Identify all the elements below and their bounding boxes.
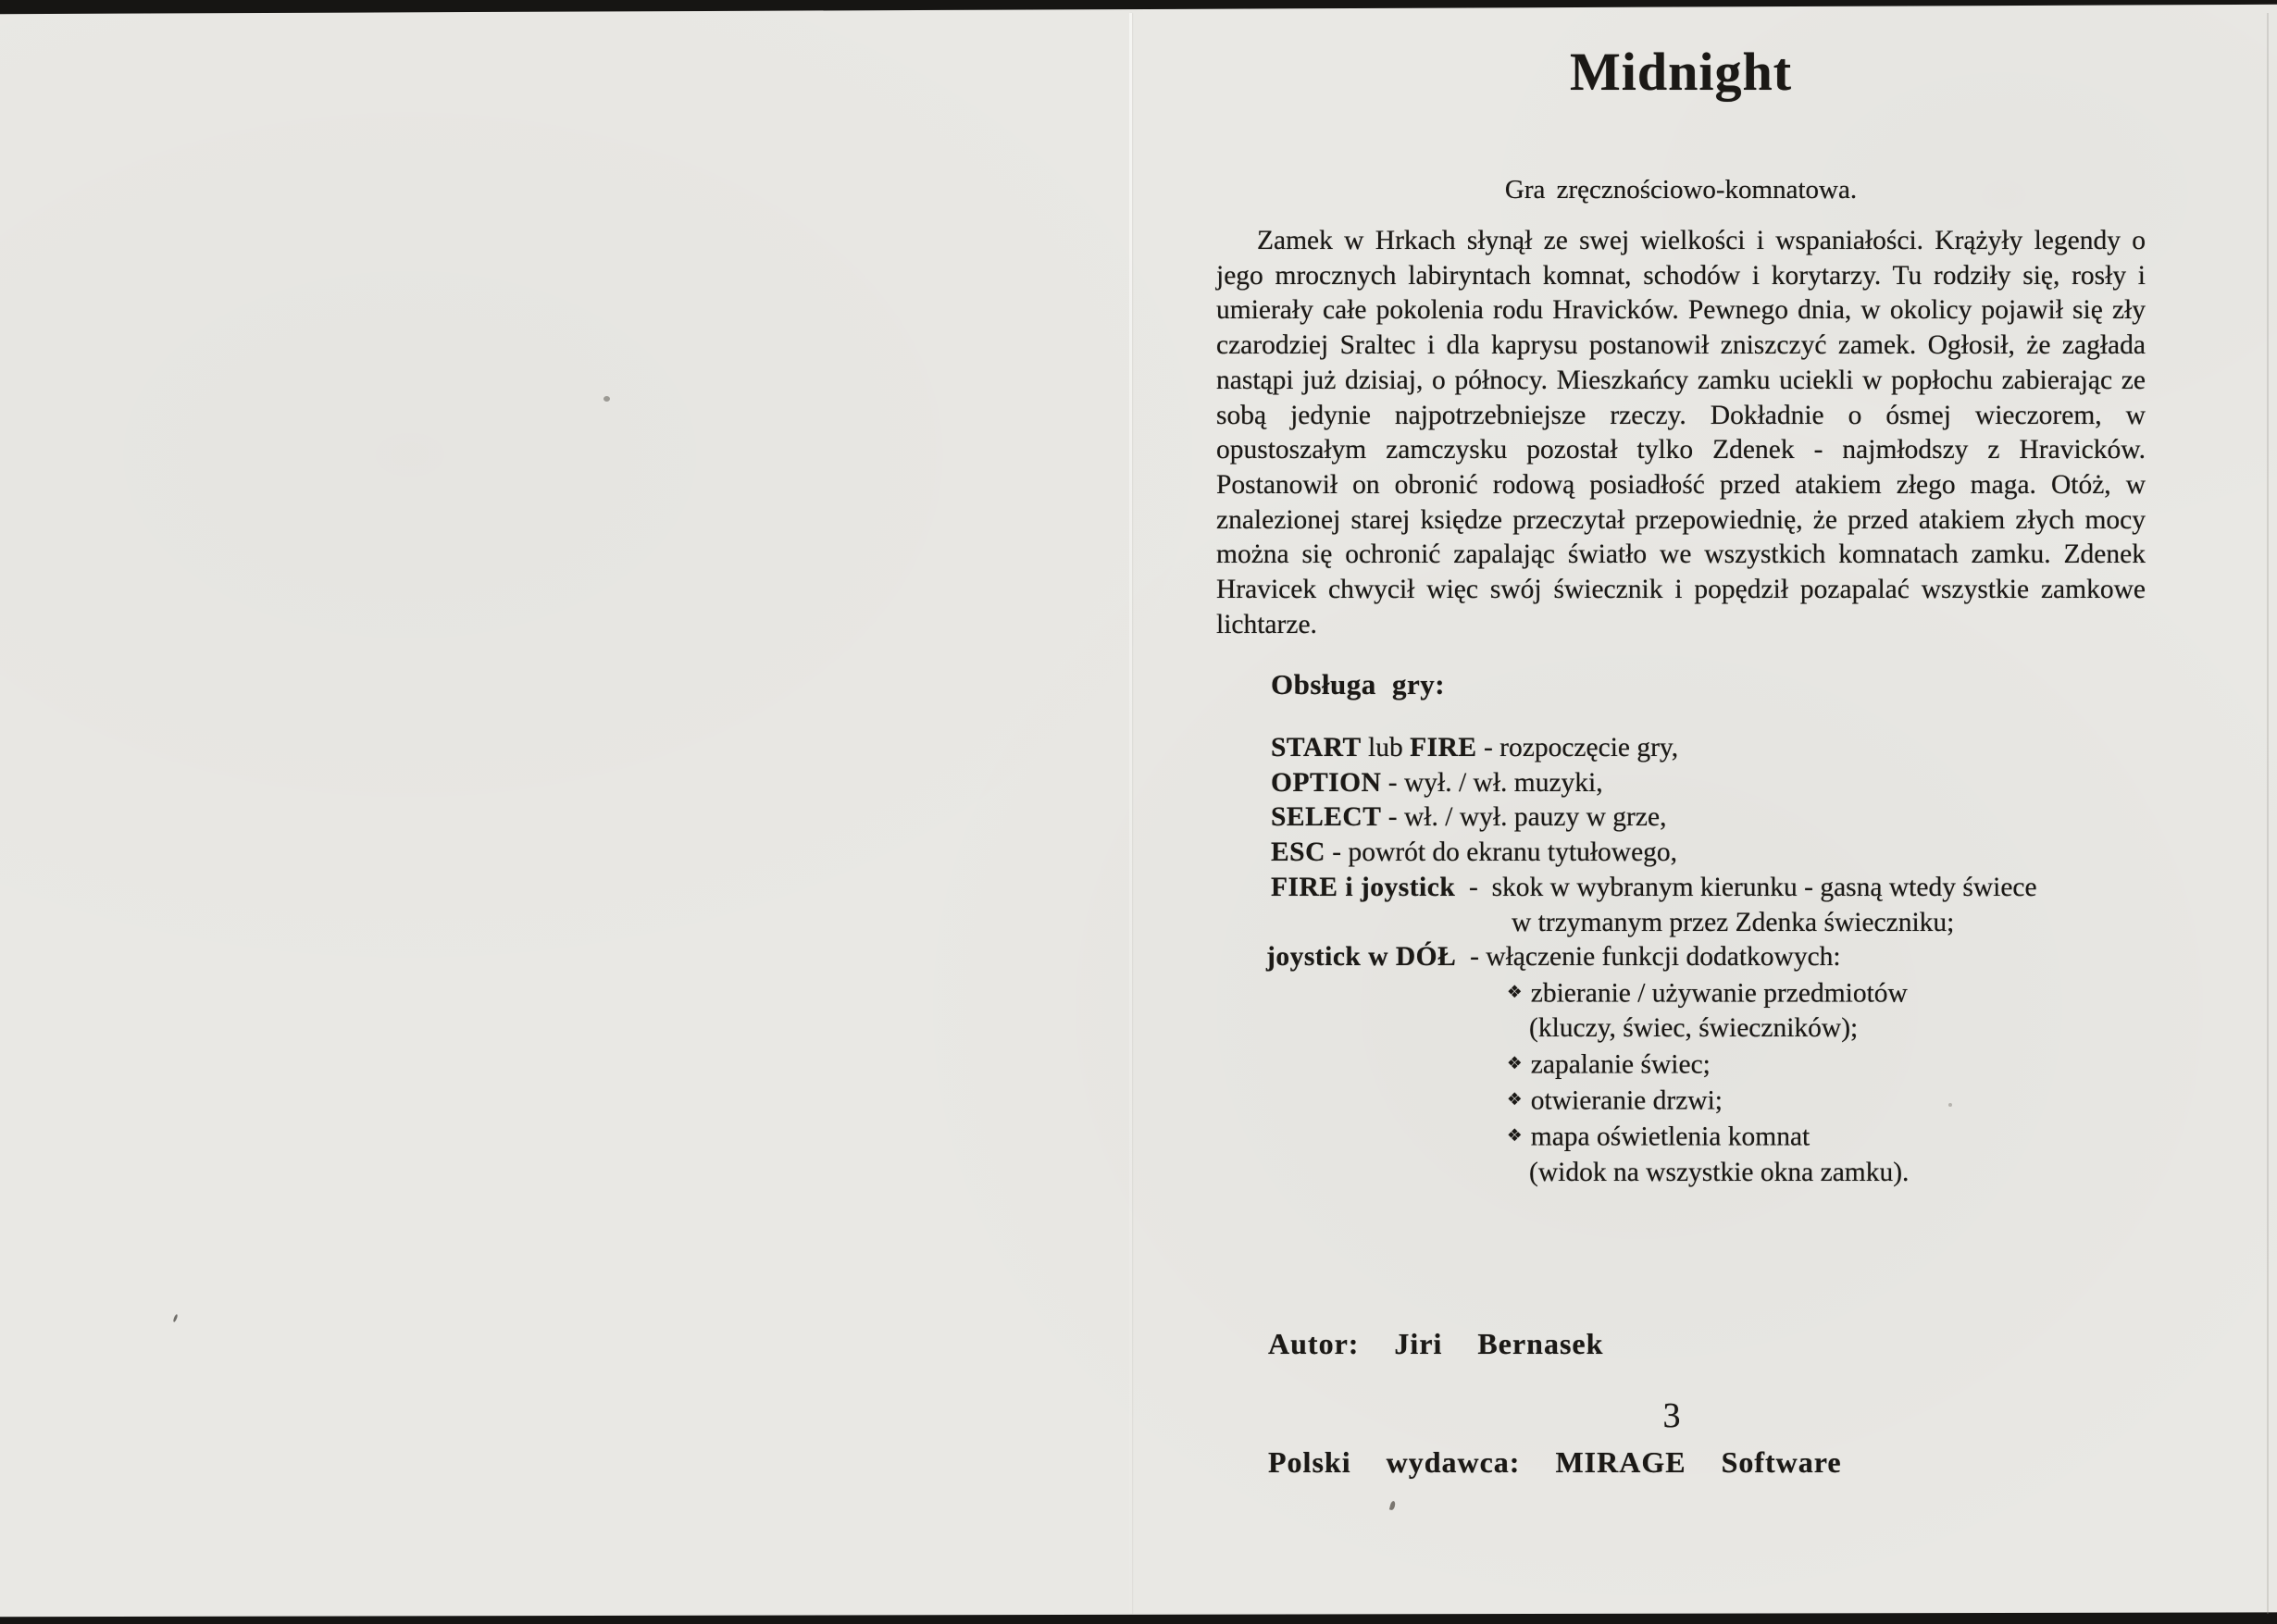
page-title: Midnight: [1569, 42, 1793, 102]
controls-heading: Obsługa gry:: [1271, 668, 1446, 700]
page-fold-line: [1129, 13, 1132, 1614]
control-line: [1216, 871, 2146, 906]
diamond-bullet-icon: ❖: [1507, 1053, 1524, 1072]
control-key-label: START: [1271, 733, 1362, 762]
control-description: lub: [1361, 733, 1411, 762]
control-description: - powrót do ekranu tytułowego,: [1325, 837, 1678, 868]
control-description: otwieranie drzwi;: [1524, 1085, 1723, 1116]
control-line: [1216, 975, 2146, 1011]
control-description: w trzymanym przez Zdenka świeczniku;: [1512, 907, 1955, 937]
control-key-label: SELECT: [1271, 802, 1382, 833]
control-line: [1216, 1011, 2146, 1047]
publisher-line: Polski wydawca: MIRAGE Software: [1268, 1444, 1842, 1479]
control-key-label: FIRE: [1410, 733, 1477, 762]
scan-edge-bar-top: [0, 0, 2277, 15]
control-line: [1216, 1047, 2146, 1083]
control-line: [1216, 766, 2146, 801]
diamond-bullet-icon: ❖: [1507, 1090, 1524, 1110]
paper-speck: [603, 396, 610, 402]
control-description: zapalanie świec;: [1524, 1049, 1711, 1080]
control-line: [1216, 906, 2146, 941]
control-description: - skok w wybranym kierunku - gasną wtedy świece: [1455, 872, 2037, 902]
controls-list: [1216, 731, 2146, 1190]
control-line: [1216, 940, 2146, 975]
control-line: [1216, 800, 2146, 836]
control-line: [1216, 836, 2146, 871]
control-line: [1216, 1119, 2146, 1155]
paper-speck: [172, 1314, 178, 1322]
control-line: [1216, 1156, 2146, 1191]
control-description: - wył. / wł. muzyki,: [1381, 767, 1603, 798]
story-paragraph: Zamek w Hrkach słynął ze swej wielkości i wspaniałości. Krążyły legendy o jego mrocznych labiryntach komnat, schodów i korytarzy. Tu rodziły się, rosły i umierały całe pokolenia rodu Hravicków. Pewnego dnia, w okolicy pojawił się zły czarodziej Sraltec i dla kaprysu postanowił zniszczyć zamek. Ogłosił, że zagłada nastąpi już dzisiaj, o północy. Mieszkańcy zamku uciekli w popłochu zabierając ze sobą jedynie najpotrzebniejsze rzeczy. Dokładnie o ósmej wieczorem, w opustoszałym zamczysku pozostał tylko Zdenek - najmłodszy z Hravicków. Postanowił on obronić rodową posiadłość przed atakiem złego maga. Otóż, w znalezionej starej księdze przeczytał przepowiednię, że przed atakiem złych mocy można się ochronić zapalając światło we wszystkich komnatach zamku. Zdenek Hravicek chwycił więc swój świecznik i popędził pozapalać wszystkie zamkowe lichtarze.: [1216, 226, 2146, 639]
control-key-label: OPTION: [1271, 767, 1382, 798]
control-description: (kluczy, świec, świeczników);: [1529, 1013, 1859, 1044]
scan-edge-artifact: [2267, 13, 2269, 1614]
control-line: [1216, 1083, 2146, 1119]
control-description: - wł. / wył. pauzy w grze,: [1381, 802, 1667, 833]
scan-edge-bar-bottom: [0, 1611, 2277, 1624]
diamond-bullet-icon: ❖: [1507, 1126, 1524, 1146]
control-description: (widok na wszystkie okna zamku).: [1529, 1157, 1910, 1187]
control-description: zbieranie / używanie przedmiotów: [1524, 978, 1908, 1009]
page-subtitle: Gra zręcznościowo-komnatowa.: [1504, 175, 1858, 205]
control-description: - rozpoczęcie gry,: [1476, 733, 1679, 762]
control-key-label: FIRE i joystick: [1271, 872, 1456, 902]
control-key-label: joystick w DÓŁ: [1266, 942, 1457, 973]
author-line: Autor: Jiri Bernasek: [1268, 1327, 1604, 1360]
page-number: 3: [1662, 1396, 1681, 1435]
control-key-label: ESC: [1271, 837, 1325, 868]
control-line: [1216, 731, 2146, 766]
control-description: mapa oświetlenia komnat: [1524, 1122, 1810, 1152]
diamond-bullet-icon: ❖: [1507, 982, 1524, 1001]
control-description: - włączenie funkcji dodatkowych:: [1456, 942, 1841, 973]
